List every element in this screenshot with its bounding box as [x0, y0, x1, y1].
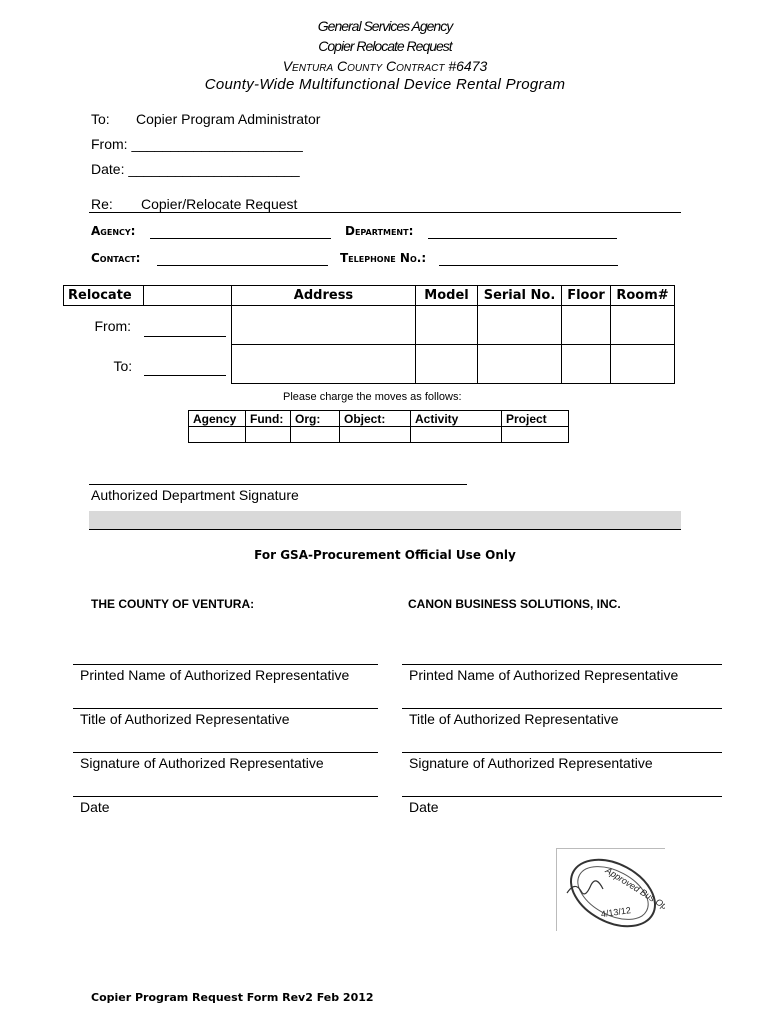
header-serial: Serial No.: [478, 286, 562, 306]
date-field[interactable]: Date: ______________________: [91, 161, 300, 177]
charge-object-cell[interactable]: [340, 427, 411, 443]
contract-title: Ventura County Contract #6473: [282, 58, 488, 74]
to-value: Copier Program Administrator: [136, 111, 321, 127]
canon-signature-line[interactable]: [402, 752, 722, 753]
to-row-label: To:: [113, 357, 133, 374]
county-printed-name-line[interactable]: [73, 664, 378, 665]
canon-printed-name-label: Printed Name of Authorized Representative: [409, 667, 679, 683]
canon-signature-label: Signature of Authorized Representative: [409, 755, 653, 771]
form-title: Copier Relocate Request: [318, 38, 452, 54]
from-row-label: From:: [94, 318, 132, 334]
relocate-table: [63, 285, 675, 384]
contact-field[interactable]: [157, 265, 328, 266]
charge-header-agency: Agency: [189, 411, 246, 427]
charge-header-org: Org:: [291, 411, 340, 427]
county-title-label: Title of Authorized Representative: [80, 711, 290, 727]
department-field[interactable]: [428, 238, 617, 239]
agency-title: General Services Agency: [317, 18, 453, 34]
charge-caption: Please charge the moves as follows:: [283, 391, 462, 403]
county-signature-line[interactable]: [73, 752, 378, 753]
charge-project-cell[interactable]: [502, 427, 569, 443]
from-room-cell[interactable]: [611, 306, 675, 345]
auth-signature-line[interactable]: [89, 484, 467, 485]
from-row-line[interactable]: [144, 336, 226, 337]
re-label: Re:: [91, 196, 113, 212]
charge-header-object: Object:: [340, 411, 411, 427]
from-floor-cell[interactable]: [562, 306, 611, 345]
official-use-heading: For GSA-Procurement Official Use Only: [254, 548, 516, 562]
to-room-cell[interactable]: [611, 345, 675, 384]
charge-activity-cell[interactable]: [411, 427, 502, 443]
canon-title-label: Title of Authorized Representative: [409, 711, 619, 727]
county-date-line[interactable]: [73, 796, 378, 797]
program-title: County-Wide Multifunctional Device Rental Program: [204, 76, 566, 93]
county-printed-name-label: Printed Name of Authorized Representative: [80, 667, 350, 683]
svg-text:Approved Bus Ops: Approved Bus Ops: [603, 865, 665, 914]
to-row-label-cell: [64, 345, 232, 384]
to-address-cell[interactable]: [232, 345, 416, 384]
auth-signature-label: Authorized Department Signature: [91, 487, 299, 503]
charge-table: [188, 410, 569, 443]
department-label: Department:: [345, 224, 414, 238]
header-room: Room#: [611, 286, 675, 306]
from-row-label-cell: [64, 306, 232, 345]
telephone-label: Telephone No.:: [340, 251, 427, 265]
to-row-line[interactable]: [144, 375, 226, 376]
from-serial-cell[interactable]: [478, 306, 562, 345]
approval-stamp-icon: [557, 849, 665, 931]
to-model-cell[interactable]: [416, 345, 478, 384]
header-relocate: Relocate: [64, 286, 144, 306]
county-name: THE COUNTY OF VENTURA:: [91, 597, 255, 611]
from-field[interactable]: From: ______________________: [91, 136, 303, 152]
charge-header-activity: Activity: [411, 411, 502, 427]
from-model-cell[interactable]: [416, 306, 478, 345]
contact-label: Contact:: [91, 251, 141, 265]
charge-header-project: Project: [502, 411, 569, 427]
to-floor-cell[interactable]: [562, 345, 611, 384]
to-label: To:: [91, 111, 110, 127]
approval-stamp: [556, 848, 665, 931]
footer-text: Copier Program Request Form Rev2 Feb 2012: [91, 991, 374, 1004]
to-serial-cell[interactable]: [478, 345, 562, 384]
canon-date-label: Date: [409, 799, 439, 815]
agency-field[interactable]: [150, 238, 331, 239]
canon-title-line[interactable]: [402, 708, 722, 709]
canon-date-line[interactable]: [402, 796, 722, 797]
header-blank: [144, 286, 232, 306]
svg-text:4/13/12: 4/13/12: [600, 905, 632, 920]
charge-agency-cell[interactable]: [189, 427, 246, 443]
charge-fund-cell[interactable]: [246, 427, 291, 443]
agency-label: Agency:: [91, 224, 136, 238]
from-address-cell[interactable]: [232, 306, 416, 345]
canon-name: CANON BUSINESS SOLUTIONS, INC.: [408, 597, 621, 611]
header-address: Address: [232, 286, 416, 306]
header-floor: Floor: [562, 286, 611, 306]
canon-printed-name-line[interactable]: [402, 664, 722, 665]
charge-header-fund: Fund:: [246, 411, 291, 427]
telephone-field[interactable]: [439, 265, 618, 266]
county-date-label: Date: [80, 799, 110, 815]
re-underline: [89, 212, 681, 213]
county-signature-label: Signature of Authorized Representative: [80, 755, 324, 771]
county-title-line[interactable]: [73, 708, 378, 709]
separator-bar: [89, 511, 681, 530]
charge-org-cell[interactable]: [291, 427, 340, 443]
re-value: Copier/Relocate Request: [141, 196, 298, 212]
header-model: Model: [416, 286, 478, 306]
